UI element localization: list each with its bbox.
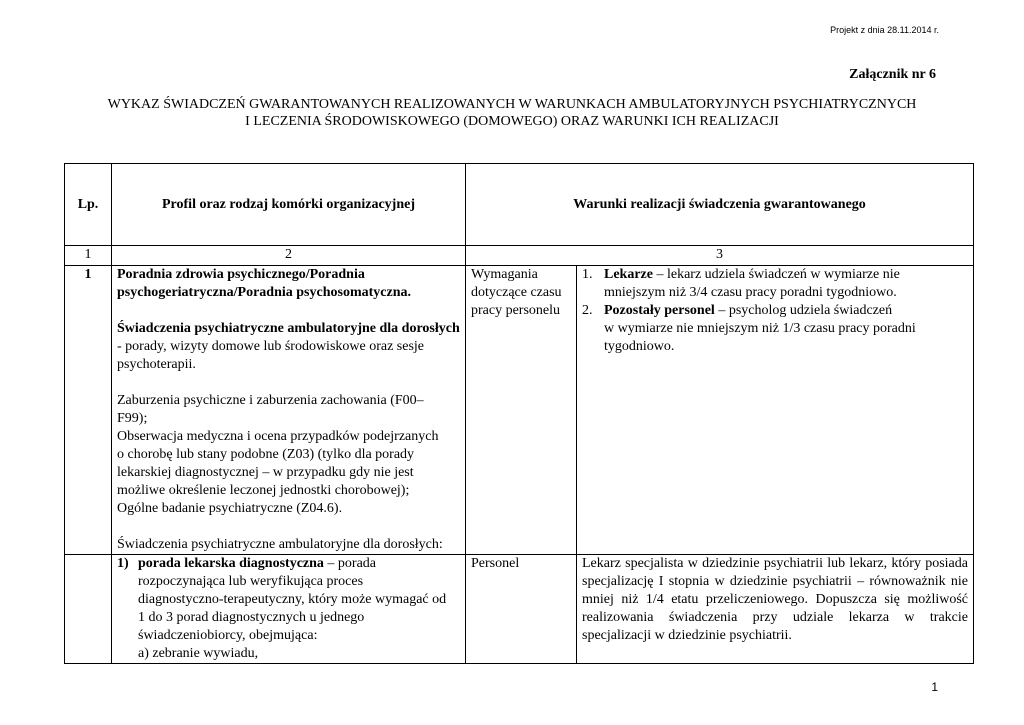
advice-text: – porada xyxy=(323,556,377,571)
col-number-3: 3 xyxy=(466,246,974,266)
diagnosis-line: F99); xyxy=(117,411,148,426)
advice-text: świadczeniobiorcy, obejmująca: xyxy=(138,628,318,643)
diagnosis-line: Obserwacja medyczna i ocena przypadków podejrzanych xyxy=(117,429,439,444)
requirements-cell xyxy=(577,266,974,555)
list-item xyxy=(582,302,968,356)
list-item-number: 2. xyxy=(582,303,593,318)
services-footer: Świadczenia psychiatryczne ambulatoryjne dla dorosłych: xyxy=(117,537,443,552)
header-profil: Profil oraz rodzaj komórki organizacyjnej xyxy=(112,164,466,246)
header-lp: Lp. xyxy=(65,164,112,246)
list-item-number: 1. xyxy=(582,267,593,282)
advice-text: a) zebranie wywiadu, xyxy=(138,646,259,661)
row-profil-cell xyxy=(112,266,466,555)
advice-number: 1) xyxy=(117,556,129,571)
list-item-bold: Pozostały personel xyxy=(604,303,715,318)
project-date: Projekt z dnia 28.11.2014 r. xyxy=(830,25,939,35)
column-number-row xyxy=(65,246,974,266)
clinic-name-line-1: Poradnia zdrowia psychicznego/Poradnia xyxy=(117,267,365,282)
document-title xyxy=(64,96,960,130)
table-row xyxy=(65,555,974,664)
list-item-text: w wymiarze nie mniejszym niż 1/3 czasu pracy poradni xyxy=(604,321,916,336)
list-item-text: tygodniowo. xyxy=(604,339,675,354)
service-description-rest: - porady, wizyty domowe lub środowiskowe oraz sesje psychoterapii. xyxy=(117,339,425,372)
advice-text: diagnostyczno-terapeutyczny, który może wymagać od xyxy=(138,592,447,607)
diagnosis-line: możliwe określenie leczonej jednostki chorobowej); xyxy=(117,483,410,498)
list-item xyxy=(582,266,968,302)
advice-cell xyxy=(112,555,466,664)
row-lp: 1 xyxy=(65,266,112,555)
personnel-description: Lekarz specjalista w dziedzinie psychiatrii lub lekarz, który posiada specjalizację I stopnia w dziedzinie psychiatrii – równoważnik nie mniej niż 1/4 etatu przeliczeniowego. Dopuszcza się możliwość realizowania świadczenia przy udziale lekarza w trakcie specjalizacji w dziedzinie psychiatrii. xyxy=(577,555,974,664)
staff-requirements-list xyxy=(582,266,968,356)
title-line-2: I LECZENIA ŚRODOWISKOWEGO (DOMOWEGO) ORAZ WARUNKI ICH REALIZACJI xyxy=(245,114,779,129)
clinic-name-line-2: psychogeriatryczna/Poradnia psychosomatyczna. xyxy=(117,285,411,300)
attachment-number: Załącznik nr 6 xyxy=(849,67,936,82)
advice-text: 1 do 3 porad diagnostycznych u jednego xyxy=(138,610,365,625)
personnel-label: Personel xyxy=(466,555,577,664)
service-description xyxy=(117,320,460,374)
requirements-label: Wymagania dotyczące czasu pracy personelu xyxy=(466,266,577,555)
services-table xyxy=(64,163,974,664)
advice-title: porada lekarska diagnostyczna xyxy=(138,556,324,571)
list-item-text: mniejszym niż 3/4 czasu pracy poradni tygodniowo. xyxy=(604,285,897,300)
title-line-1: WYKAZ ŚWIADCZEŃ GWARANTOWANYCH REALIZOWANYCH W WARUNKACH AMBULATORYJNYCH PSYCHIATRYCZNYCH xyxy=(107,97,917,112)
diagnosis-line: lekarskiej diagnostycznej – w przypadku gdy nie jest xyxy=(117,465,414,480)
col-number-2: 2 xyxy=(112,246,466,266)
list-item-bold: Lekarze xyxy=(604,267,653,282)
table-header-row xyxy=(65,164,974,246)
service-description-bold: Świadczenia psychiatryczne ambulatoryjne dla dorosłych xyxy=(117,321,460,336)
list-item-text: – psycholog udziela świadczeń xyxy=(714,303,893,318)
page-number: 1 xyxy=(931,680,938,694)
advice-text: rozpoczynająca lub weryfikująca proces xyxy=(138,574,364,589)
diagnosis-line: Zaburzenia psychiczne i zaburzenia zachowania (F00– xyxy=(117,393,424,408)
list-item-text: – lekarz udziela świadczeń w wymiarze nie xyxy=(652,267,900,282)
row-lp-empty xyxy=(65,555,112,664)
diagnosis-line: Ogólne badanie psychiatryczne (Z04.6). xyxy=(117,501,343,516)
header-warunki: Warunki realizacji świadczenia gwarantowanego xyxy=(466,164,974,246)
diagnosis-line: o chorobę lub stany podobne (Z03) (tylko dla porady xyxy=(117,447,415,462)
col-number-1: 1 xyxy=(65,246,112,266)
table-row xyxy=(65,266,974,555)
